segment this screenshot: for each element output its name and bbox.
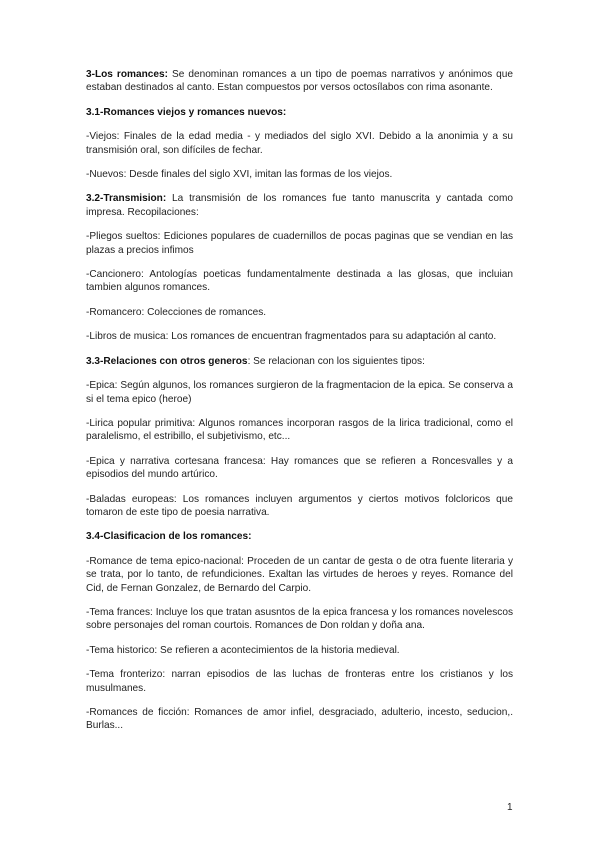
paragraph-text: -Tema fronterizo: narran episodios de las luchas de fronteras entre los cristianos y los musulmanes.	[86, 669, 513, 694]
section-heading	[86, 106, 513, 119]
paragraph-text: -Baladas europeas: Los romances incluyen argumentos y ciertos motivos folcloricos que tomaron de este tipo de poesia narrativa.	[86, 493, 513, 518]
paragraph	[86, 68, 513, 95]
paragraph	[86, 417, 513, 444]
paragraph-text: -Libros de musica: Los romances de encuentran fragmentados para su adaptación al canto.	[86, 331, 497, 343]
paragraph	[86, 355, 513, 368]
paragraph	[86, 668, 513, 695]
paragraph	[86, 192, 513, 219]
paragraph	[86, 706, 513, 733]
paragraph-text: -Romancero: Colecciones de romances.	[86, 306, 267, 318]
document-body	[86, 68, 513, 744]
paragraph	[86, 555, 513, 595]
paragraph-text: Se denominan romances a un tipo de poemas narrativos y anónimos que estaban destinados al canto. Estan compuestos por versos octosílabos con rima asonante.	[86, 69, 513, 94]
paragraph	[86, 455, 513, 482]
paragraph	[86, 379, 513, 406]
paragraph	[86, 606, 513, 633]
paragraph-lead: 3.3-Relaciones con otros generos	[86, 355, 248, 367]
paragraph-text: -Epica: Según algunos, los romances surgieron de la fragmentacion de la epica. Se conserva a si el tema epico (heroe)	[86, 380, 513, 405]
paragraph	[86, 168, 513, 181]
section-heading	[86, 530, 513, 543]
paragraph-text: -Nuevos: Desde finales del siglo XVI, imitan las formas de los viejos.	[86, 169, 393, 181]
paragraph	[86, 493, 513, 520]
paragraph-text: -Tema frances: Incluye los que tratan asusntos de la epica francesa y los romances novelescos sobre personajes del roman courtois. Romances de Don roldan y doña ana.	[86, 606, 513, 632]
paragraph-lead: 3.1-Romances viejos y romances nuevos:	[86, 106, 287, 118]
paragraph-text: -Pliegos sueltos: Ediciones populares de cuadernillos de pocas paginas que se vendian en las plazas a precios infimos	[86, 231, 513, 256]
paragraph	[86, 330, 513, 343]
paragraph	[86, 130, 513, 157]
paragraph-text: : Se relacionan con los siguientes tipos:	[247, 355, 425, 367]
paragraph-lead: 3.4-Clasificacion de los romances:	[86, 531, 252, 543]
paragraph-text: -Romance de tema epico-nacional: Proceden de un cantar de gesta o de otra fuente literaria y se trata, por lo tanto, de refundiciones. Exaltan las virtudes de heroes y reyes. Romance del Cid, de Fernan Gonzalez, de Bernardo del Carpio.	[86, 555, 513, 594]
paragraph-text: -Epica y narrativa cortesana francesa: Hay romances que se refieren a Roncesvalles y a episodios del mundo artúrico.	[86, 455, 513, 481]
paragraph-text: -Tema historico: Se refieren a acontecimientos de la historia medieval.	[86, 644, 400, 656]
paragraph	[86, 644, 513, 657]
paragraph	[86, 306, 513, 319]
paragraph-text: La transmisión de los romances fue tanto manuscrita y cantada como impresa. Recopilaciones:	[86, 193, 513, 218]
paragraph-text: -Cancionero: Antologías poeticas fundamentalmente destinada a las glosas, que incluian tambien algunos romances.	[86, 269, 513, 294]
paragraph-text: -Viejos: Finales de la edad media - y mediados del siglo XVI. Debido a la anonimia y a su transmisión oral, son difíciles de fechar.	[86, 131, 513, 156]
paragraph	[86, 268, 513, 295]
paragraph-text: -Lirica popular primitiva: Algunos romances incorporan rasgos de la lirica tradicional, como el paralelismo, el estribillo, el subjetivismo, etc...	[86, 417, 513, 443]
paragraph-lead: 3-Los romances:	[86, 69, 168, 80]
paragraph	[86, 230, 513, 257]
page-number: 1	[507, 802, 513, 813]
paragraph-text: -Romances de ficción: Romances de amor infiel, desgraciado, adulterio, incesto, seducion,. Burlas...	[86, 707, 513, 732]
paragraph-lead: 3.2-Transmision:	[86, 193, 167, 205]
